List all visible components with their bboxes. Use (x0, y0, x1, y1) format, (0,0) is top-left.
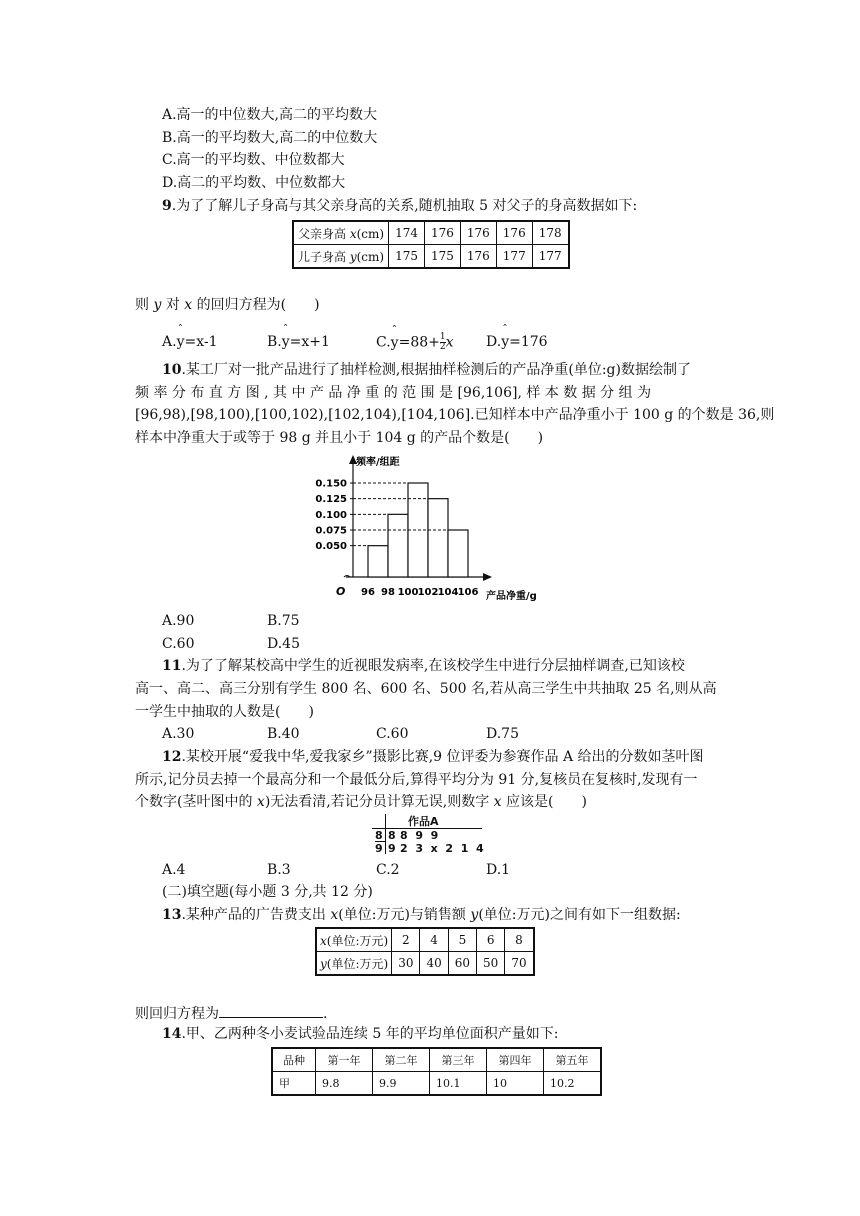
q9-option-c: C.ˆ y=88+ $\frac{1}{2}$ x (376, 333, 454, 352)
chart-ylabel: 频率/组距 (356, 457, 400, 468)
table-row: 品种 第一年 第二年 第三年 第四年 第五年 (272, 1048, 601, 1072)
q8-option-c: C.高一的平均数、中位数都大 (162, 152, 345, 168)
stem-leaf-leaves: 2 3 x 2 1 4 (400, 842, 484, 855)
stem-leaf-title: 作品A (408, 815, 439, 828)
x-tick-label: 104 (437, 587, 459, 598)
q10-line3: [96,98),[98,100),[100,102),[102,104),[104,106].已知样本中产品净重小于 100 g 的个数是 36,则 (135, 407, 775, 423)
q13-table (315, 927, 535, 976)
q9-option-b: B.ˆ y=x+1 (267, 333, 330, 351)
histogram-bar (388, 514, 408, 577)
divider (385, 814, 386, 854)
q10-option-c: C.60 (162, 636, 195, 652)
q8-option-d: D.高二的平均数、中位数都大 (162, 175, 346, 191)
table-row: x(单位:万元) 2 4 5 6 8 (316, 928, 534, 952)
x-tick-label: 102 (417, 587, 439, 598)
q11-line2: 高一、高二、高三分别有学生 800 名、600 名、500 名,若从高三学生中共抽取 25 名,则从高 (135, 681, 717, 697)
q12-option-a: A.4 (162, 862, 186, 878)
q11-option-c: C.60 (376, 726, 409, 742)
stem-leaf-left: 9 (375, 842, 383, 855)
table-row: 父亲身高 x(cm) 174 176 176 176 178 (293, 221, 569, 245)
y-tick-label: 0.150 (315, 478, 347, 490)
q9-option-a: A.ˆ y=x-1 (162, 333, 218, 351)
q11-option-b: B.40 (267, 726, 300, 742)
q12-line2: 所示,记分员去掉一个最高分和一个最低分后,算得平均分为 91 分,复核员在复核时,发现有一 (135, 772, 698, 788)
q8-option-b: B.高一的平均数大,高二的中位数大 (162, 130, 378, 146)
stem-leaf-left: 8 (375, 829, 383, 842)
stem-leaf-plot (372, 814, 484, 854)
q9-option-d: D.ˆ y=176 (486, 333, 548, 351)
stem-leaf-leaves: 8 9 9 (400, 829, 439, 842)
q12-option-c: C.2 (376, 862, 400, 878)
histogram-chart (300, 452, 570, 604)
q12-option-b: B.3 (267, 862, 291, 878)
q11-option-a: A.30 (162, 726, 195, 742)
q13-prompt: 则回归方程为 . (135, 1003, 327, 1023)
x-tick-label: 96 (361, 587, 375, 598)
q10-option-b: B.75 (267, 613, 300, 629)
stem-leaf-stem: 9 (388, 842, 396, 855)
chart-origin-label: O (336, 585, 346, 598)
q13-stem: 13.某种产品的广告费支出 x(单位:万元)与销售额 y(单位:万元)之间有如下一组数据: (162, 907, 681, 923)
q14-stem: 14.甲、乙两种冬小麦试验品连续 5 年的平均单位面积产量如下: (162, 1026, 559, 1042)
y-tick-label: 0.100 (315, 509, 347, 521)
q12-line3: 个数字(茎叶图中的 x)无法看清,若记分员计算无误,则数字 x 应该是( ) (135, 794, 587, 810)
q12-option-d: D.1 (486, 862, 511, 878)
q12-line1: 12.某校开展“爱我中华,爱我家乡”摄影比赛,9 位评委为参赛作品 A 给出的分数如茎叶图 (162, 749, 704, 765)
q11-line3: 一学生中抽取的人数是( ) (135, 704, 314, 720)
table-row: y(单位:万元) 30 40 60 50 70 (316, 952, 534, 976)
q10-option-a: A.90 (162, 613, 195, 629)
table-row: 甲 9.8 9.9 10.1 10 10.2 (272, 1072, 601, 1096)
q10-line4: 样本中净重大于或等于 98 g 并且小于 104 g 的产品个数是( ) (135, 430, 544, 446)
histogram-bar (368, 546, 388, 577)
x-tick-label: 100 (397, 587, 419, 598)
q8-option-a: A.高一的中位数大,高二的平均数大 (162, 107, 378, 123)
stem-leaf-stem: 8 (388, 829, 396, 842)
y-tick-label: 0.125 (315, 494, 347, 506)
chart-marks (315, 479, 478, 599)
q11-line1: 11.为了了解某校高中学生的近视眼发病率,在该校学生中进行分层抽样调查,已知该校 (162, 658, 685, 674)
q14-table (271, 1047, 602, 1096)
fraction: $\frac{1}{2}$ (439, 332, 446, 352)
histogram-bar (428, 499, 448, 577)
histogram-bar (448, 530, 468, 577)
answer-blank[interactable] (219, 1003, 323, 1018)
q9-stem: 9.为了了解儿子身高与其父亲身高的关系,随机抽取 5 对父子的身高数据如下: (162, 198, 638, 214)
y-tick-label: 0.075 (315, 525, 347, 537)
q9-table (292, 220, 570, 269)
q9-prompt: 则 y 对 x 的回归方程为( ) (135, 297, 320, 313)
table-row: 儿子身高 y(cm) 175 175 176 177 177 (293, 245, 569, 269)
q10-line2: 频 率 分 布 直 方 图 , 其 中 产 品 净 重 的 范 围 是 [96,106], 样 本 数 据 分 组 为 (135, 385, 652, 401)
q10-option-d: D.45 (267, 636, 300, 652)
y-tick-label: 0.050 (315, 541, 347, 553)
q11-option-d: D.75 (486, 726, 519, 742)
q10-line1: 10.某工厂对一批产品进行了抽样检测,根据抽样检测后的产品净重(单位:g)数据绘制了 (162, 362, 691, 378)
section-heading: (二)填空题(每小题 3 分,共 12 分) (162, 884, 373, 900)
x-tick-label: 106 (457, 587, 479, 598)
chart-xlabel: 产品净重/g (486, 591, 537, 602)
x-tick-label: 98 (381, 587, 395, 598)
